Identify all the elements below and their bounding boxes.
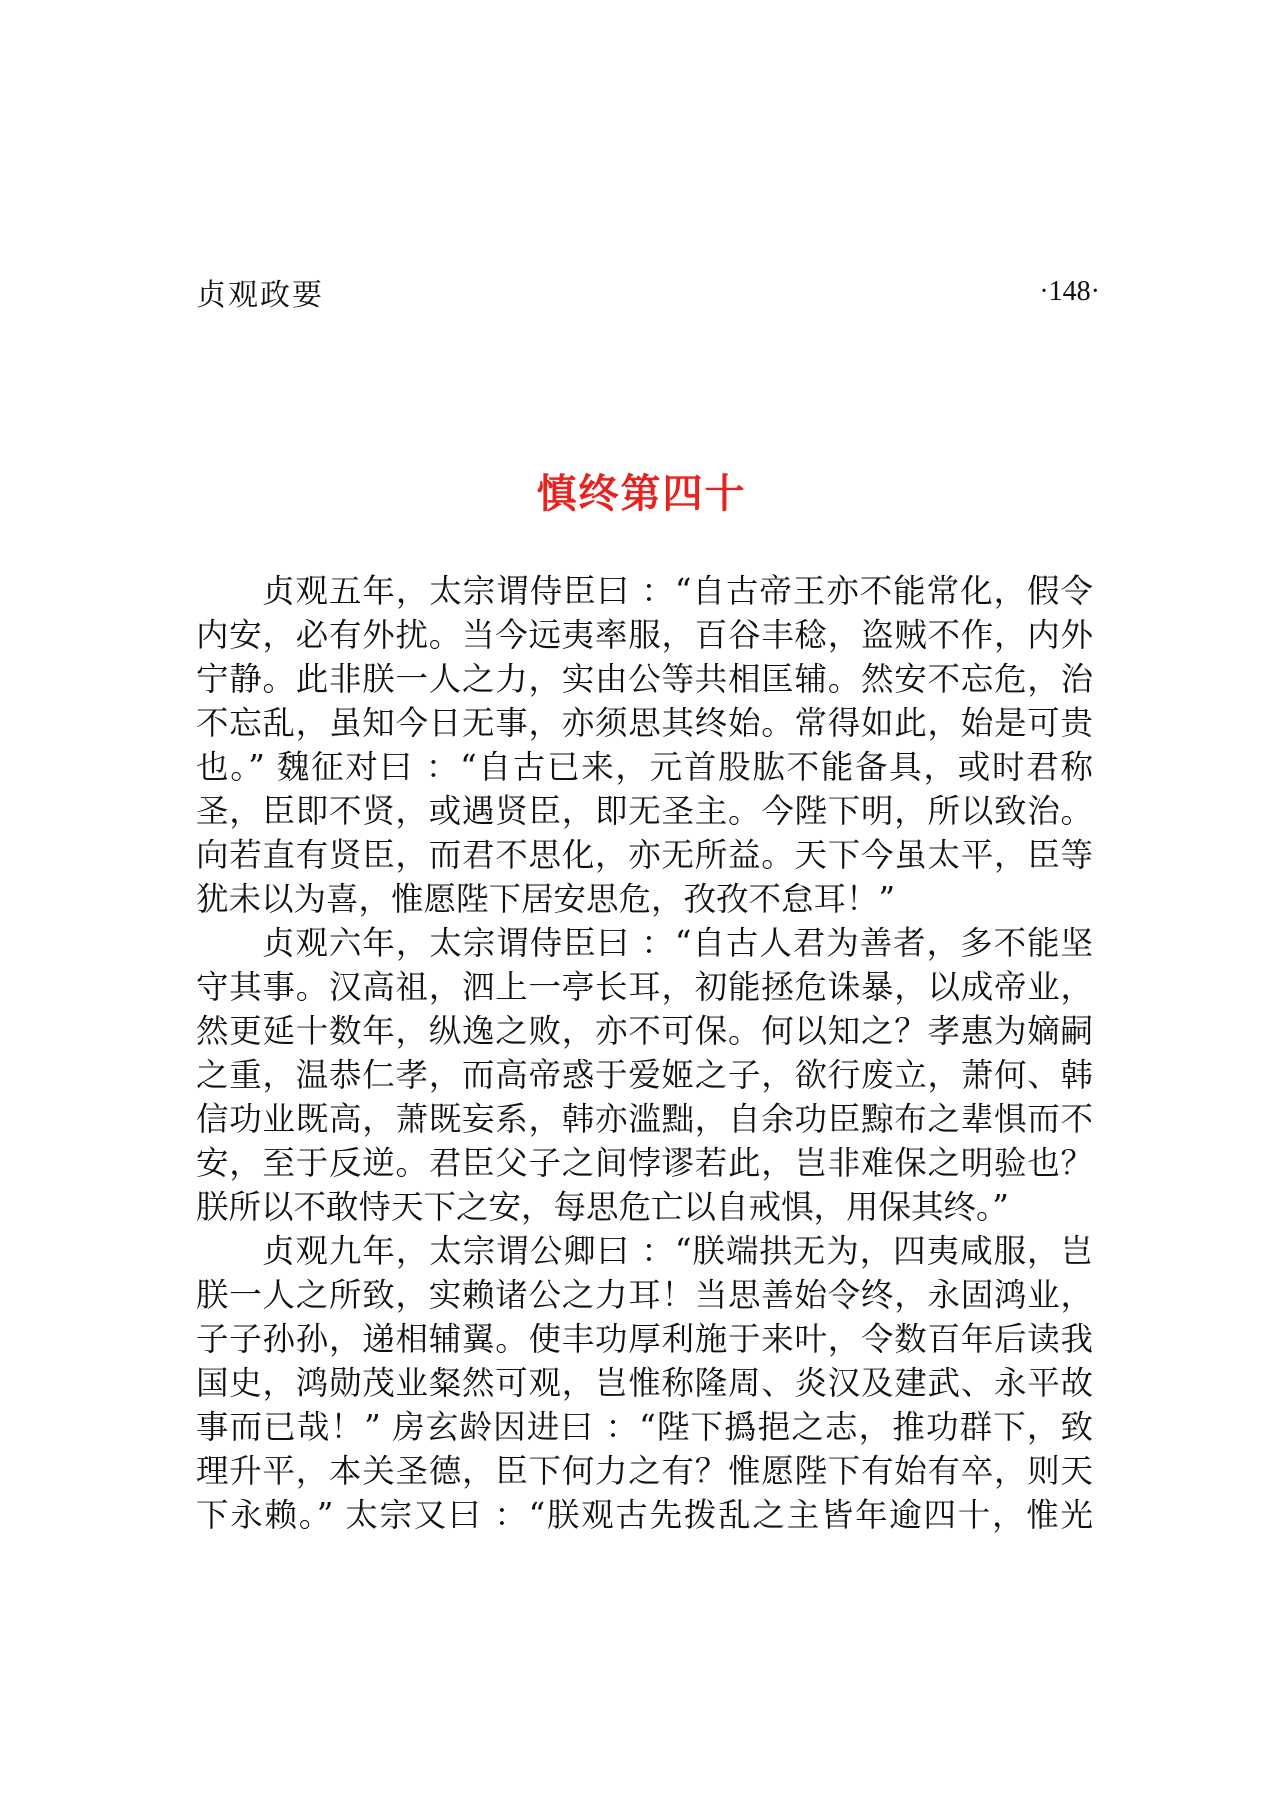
- text-line: 内安，必有外扰。当今远夷率服，百谷丰稔，盗贼不作，内外: [196, 616, 1093, 654]
- paragraph: [196, 921, 1093, 1229]
- text-line: 宁静。此非朕一人之力，实由公等共相匡辅。然安不忘危，治: [196, 660, 1093, 698]
- text-line: 然更延十数年，纵逸之败，亦不可保。何以知之？孝惠为嫡嗣: [196, 1012, 1093, 1050]
- text-line: 朕所以不敢恃天下之安，每思危亡以自戒惧，用保其终。”: [196, 1188, 1009, 1226]
- body-text: [196, 569, 1093, 1537]
- page-number: ·148·: [1039, 276, 1100, 307]
- text-line: 安，至于反逆。君臣父子之间悖谬若此，岂非难保之明验也？: [196, 1144, 1093, 1182]
- text-line: 国史，鸿勋茂业粲然可观，岂惟称隆周、炎汉及建武、永平故: [196, 1364, 1093, 1402]
- text-line: 事而已哉！” 房玄龄因进曰 ：“陛下撝挹之志，推功群下，致: [196, 1408, 1093, 1446]
- text-line: 贞观五年，太宗谓侍臣曰 ：“自古帝王亦不能常化，假令: [262, 572, 1093, 610]
- text-line: 贞观九年，太宗谓公卿曰 ：“朕端拱无为，四夷咸服，岂: [262, 1232, 1093, 1270]
- text-line: 理升平，本关圣德，臣下何力之有？惟愿陛下有始有卒，则天: [196, 1452, 1093, 1490]
- paragraph: [196, 569, 1093, 921]
- text-line: 圣，臣即不贤，或遇贤臣，即无圣主。今陛下明，所以致治。: [196, 792, 1093, 830]
- text-line: 之重，温恭仁孝，而高帝惑于爱姬之子，欲行废立，萧何、韩: [196, 1056, 1093, 1094]
- text-line: 不忘乱，虽知今日无事，亦须思其终始。常得如此，始是可贵: [196, 704, 1093, 742]
- paragraph: [196, 1229, 1093, 1537]
- text-line: 子子孙孙，递相辅翼。使丰功厚利施于来叶，令数百年后读我: [196, 1320, 1093, 1358]
- text-line: 下永赖。” 太宗又曰 ：“朕观古先拨乱之主皆年逾四十，惟光: [196, 1496, 1093, 1534]
- text-line: 信功业既高，萧既妄系，韩亦滥黜，自余功臣黥布之辈惧而不: [196, 1100, 1093, 1138]
- book-title: 贞观政要: [196, 278, 324, 313]
- chapter-title: 慎终第四十: [536, 471, 747, 517]
- text-line: 贞观六年，太宗谓侍臣曰 ：“自古人君为善者，多不能坚: [262, 924, 1093, 962]
- text-line: 朕一人之所致，实赖诸公之力耳！当思善始令终，永固鸿业，: [196, 1276, 1093, 1314]
- running-header: [196, 272, 1100, 312]
- text-line: 也。” 魏征对曰 ：“自古已来，元首股肱不能备具，或时君称: [196, 748, 1093, 786]
- text-line: 犹未以为喜，惟愿陛下居安思危，孜孜不怠耳！”: [196, 880, 896, 918]
- text-line: 守其事。汉高祖，泗上一亭长耳，初能拯危诛暴，以成帝业，: [196, 968, 1093, 1006]
- text-line: 向若直有贤臣，而君不思化，亦无所益。天下今虽太平，臣等: [196, 836, 1093, 874]
